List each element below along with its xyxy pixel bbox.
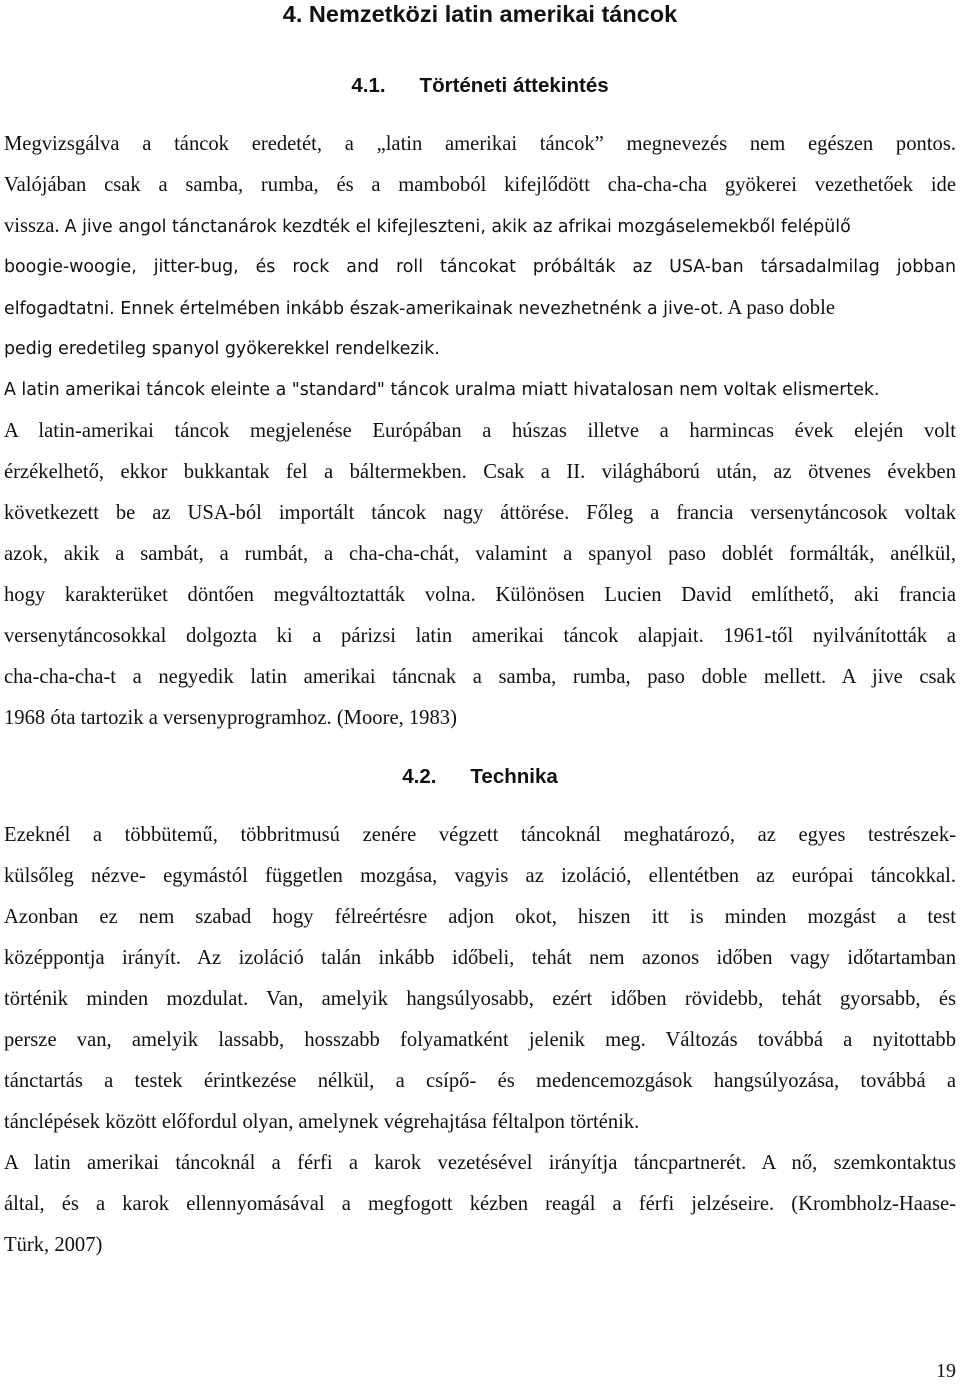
text-segment-sans: A jive angol tánctanárok kezdték el kifejleszteni, akik az afrikai mozgáselemekből felépülő bbox=[64, 217, 851, 237]
paragraph-line: Valójában csak a samba, rumba, és a mamboból kifejlődött cha-cha-cha gyökerei vezethetőek ide bbox=[4, 174, 956, 196]
paragraph-line bbox=[4, 288, 956, 330]
paragraph-line: hogy karakterüket döntően megváltoztatták volna. Különösen Lucien David említhető, aki francia bbox=[4, 584, 956, 606]
paragraph-line: érzékelhető, ekkor bukkantak fel a báltermekben. Csak a II. világháború után, az ötvenes években bbox=[4, 461, 956, 483]
page-number: 19 bbox=[936, 1360, 956, 1382]
section-heading-history bbox=[0, 66, 960, 106]
paragraph-line: cha-cha-cha-t a negyedik latin amerikai táncnak a samba, rumba, paso doble mellett. A jive csak bbox=[4, 666, 956, 688]
paragraph-line: A latin-amerikai táncok megjelenése Európában a húszas illetve a harmincas évek elején volt bbox=[4, 420, 956, 442]
paragraph-line: versenytáncosokkal dolgozta ki a párizsi latin amerikai táncok alapjait. 1961-től nyilvánították a bbox=[4, 625, 956, 647]
paragraph-line: Türk, 2007) bbox=[4, 1234, 103, 1256]
section-heading-technique bbox=[0, 757, 960, 797]
paragraph-line: A latin amerikai táncoknál a férfi a karok vezetésével irányítja táncpartnerét. A nő, szemkontaktus bbox=[4, 1152, 956, 1174]
paragraph-line: Ezeknél a többütemű, többritmusú zenére végzett táncoknál meghatározó, az egyes testrészek- bbox=[4, 824, 956, 846]
section-number: 4.1. bbox=[351, 74, 386, 97]
section-title: Technika bbox=[470, 765, 558, 788]
paragraph-line: külsőleg nézve- egymástól független mozgása, vagyis az izoláció, ellentétben az európai táncokkal. bbox=[4, 865, 956, 887]
paragraph-line: Megvizsgálva a táncok eredetét, a „latin amerikai táncok” megnevezés nem egészen pontos. bbox=[4, 133, 956, 155]
section-title: Történeti áttekintés bbox=[419, 74, 609, 97]
text-segment: A paso doble bbox=[727, 297, 835, 319]
paragraph-line: tánclépések között előfordul olyan, amelynek végrehajtása féltalpon történik. bbox=[4, 1111, 640, 1133]
paragraph-line: történik minden mozdulat. Van, amelyik hangsúlyosabb, ezért időben rövidebb, tehát gyorsabb, és bbox=[4, 988, 956, 1010]
paragraph-line: boogie-woogie, jitter-bug, és rock and roll táncokat próbálták az USA-ban társadalmilag jobban bbox=[4, 257, 956, 277]
paragraph-line: által, és a karok ellennyomásával a megfogott kézben reagál a férfi jelzéseire. (Krombholz-Haase- bbox=[4, 1193, 956, 1215]
paragraph-line: A latin amerikai táncok eleinte a "standard" táncok uralma miatt hivatalosan nem voltak elismertek. bbox=[4, 380, 880, 400]
paragraph-line: középpontja irányít. Az izoláció talán inkább időbeli, tehát nem azonos időben vagy időtartamban bbox=[4, 947, 956, 969]
paragraph-line: Azonban ez nem szabad hogy félreértésre adjon okot, hiszen itt is minden mozgást a test bbox=[4, 906, 956, 928]
paragraph-line bbox=[4, 206, 956, 248]
paragraph-line: 1968 óta tartozik a versenyprogramhoz. (Moore, 1983) bbox=[4, 707, 457, 729]
section-number: 4.2. bbox=[402, 765, 437, 788]
paragraph-line: azok, akik a sambát, a rumbát, a cha-cha-chát, valamint a spanyol paso doblét formálták, anélkül, bbox=[4, 543, 956, 565]
paragraph-line: tánctartás a testek érintkezése nélkül, a csípő- és medencemozgások hangsúlyozása, továbbá a bbox=[4, 1070, 956, 1092]
paragraph-line: következett be az USA-ból importált táncok nagy áttörése. Főleg a francia versenytáncosok voltak bbox=[4, 502, 956, 524]
paragraph-line: persze van, amelyik lassabb, hosszabb folyamatként jelenik meg. Változás továbbá a nyitottabb bbox=[4, 1029, 956, 1051]
chapter-title: 4. Nemzetközi latin amerikai táncok bbox=[282, 1, 678, 27]
text-segment-sans: elfogadtatni. Ennek értelmében inkább észak-amerikainak nevezhetnénk a jive-ot. bbox=[4, 299, 724, 319]
paragraph-line: pedig eredetileg spanyol gyökerekkel rendelkezik. bbox=[4, 339, 440, 359]
text-segment: vissza. bbox=[4, 215, 60, 237]
